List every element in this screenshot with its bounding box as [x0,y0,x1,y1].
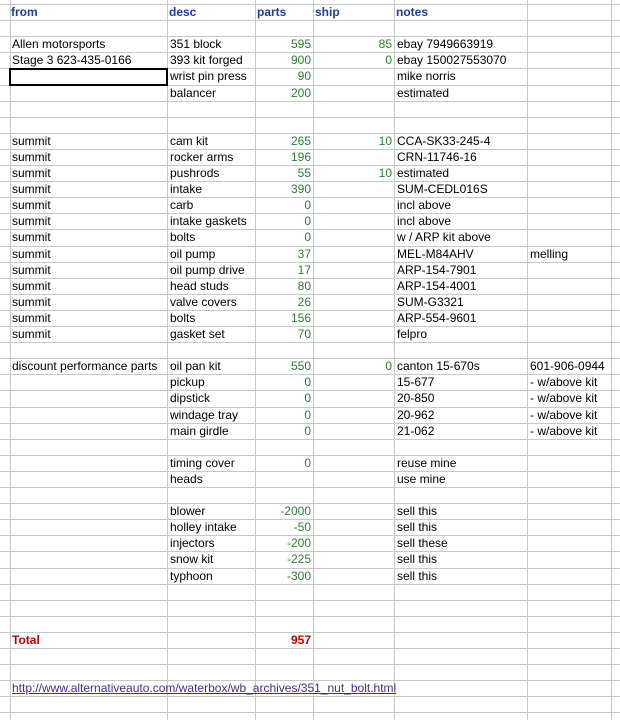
cell-desc[interactable]: typhoon [170,569,213,583]
cell-ship[interactable] [314,423,392,439]
cell-ship[interactable] [314,439,392,455]
cell-parts[interactable] [256,101,311,117]
cell-extra[interactable] [530,568,618,584]
header-cell-desc[interactable]: desc [169,5,197,19]
cell-parts[interactable]: 26 [297,295,311,309]
cell-notes[interactable]: sell this [397,520,438,534]
cell-ship[interactable] [314,519,392,535]
cell-parts[interactable]: 0 [304,408,311,422]
cell-extra[interactable] [530,52,618,68]
cell-extra[interactable] [530,326,618,342]
cell-extra[interactable] [530,36,618,52]
grid-column-line [527,0,528,720]
cell-desc[interactable]: 393 kit forged [170,53,243,67]
cell-from[interactable] [12,519,165,535]
cell-from[interactable] [12,20,165,36]
cell-extra[interactable] [530,439,618,455]
cell-desc[interactable] [170,487,253,503]
cell-extra[interactable] [530,342,618,358]
cell-ship[interactable] [314,551,392,567]
grid-row-line [0,664,620,665]
cell-ship[interactable] [314,149,392,165]
cell-parts[interactable]: 0 [304,391,311,405]
cell-desc[interactable]: carb [170,198,194,212]
cell-parts[interactable]: 196 [290,150,311,164]
cell-desc[interactable]: valve covers [170,295,237,309]
cell-ship[interactable] [314,262,392,278]
cell-extra[interactable] [530,471,618,487]
reference-link[interactable]: http://www.alternativeauto.com/waterbox/wb_archives/351_nut_bolt.html [12,681,397,695]
cell-ship[interactable] [314,390,392,406]
cell-notes[interactable]: sell this [397,569,438,583]
cell-parts[interactable]: 90 [297,69,311,83]
cell-notes[interactable]: ebay 150027553070 [397,53,507,67]
cell-extra[interactable] [530,294,618,310]
total-value[interactable]: 957 [290,633,311,647]
cell-from[interactable] [12,535,165,551]
cell-extra[interactable] [530,165,618,181]
cell-desc[interactable]: intake gaskets [170,214,247,228]
cell-parts[interactable]: 390 [290,182,311,196]
cell-from[interactable] [12,117,165,133]
cell-from[interactable] [12,503,165,519]
cell-notes[interactable]: sell this [397,504,438,518]
cell-parts[interactable] [256,487,311,503]
cell-extra[interactable] [530,503,618,519]
cell-from[interactable] [12,455,165,471]
cell-desc[interactable]: bolts [170,311,196,325]
cell-ship[interactable] [314,471,392,487]
active-cell[interactable] [9,68,168,86]
cell-from[interactable]: Stage 3 623-435-0166 [12,53,132,67]
cell-parts[interactable]: -225 [286,552,311,566]
cell-desc[interactable]: bolts [170,230,196,244]
cell-parts[interactable]: -50 [293,520,311,534]
cell-desc[interactable] [170,20,253,36]
cell-from[interactable] [12,85,165,101]
cell-ship[interactable] [314,568,392,584]
cell-notes[interactable] [397,20,525,36]
cell-notes[interactable]: incl above [397,214,452,228]
cell-parts[interactable]: 265 [290,134,311,148]
header-cell-parts[interactable]: parts [257,5,287,19]
cell-desc[interactable]: blower [170,504,206,518]
grid-row-line [0,616,620,617]
cell-notes[interactable]: ARP-154-4001 [397,279,477,293]
cell-parts[interactable]: 80 [297,279,311,293]
cell-from[interactable] [12,551,165,567]
cell-extra[interactable] [530,535,618,551]
cell-parts[interactable]: 595 [290,37,311,51]
cell-desc[interactable]: oil pump drive [170,263,245,277]
cell-ship[interactable]: 10 [378,134,392,148]
cell-notes[interactable]: use mine [397,472,446,486]
cell-extra[interactable] [530,551,618,567]
cell-extra[interactable] [530,20,618,36]
cell-parts[interactable]: 0 [304,424,311,438]
cell-parts[interactable] [256,20,311,36]
cell-extra[interactable] [530,149,618,165]
cell-ship[interactable] [314,85,392,101]
cell-ship[interactable]: 85 [378,37,392,51]
cell-from[interactable] [12,101,165,117]
cell-notes[interactable]: 15-677 [397,375,435,389]
cell-from[interactable] [12,439,165,455]
cell-extra[interactable]: melling [530,247,569,261]
cell-desc[interactable] [170,101,253,117]
cell-parts[interactable]: 156 [290,311,311,325]
cell-notes[interactable]: felpro [397,327,428,341]
cell-desc[interactable]: cam kit [170,134,209,148]
cell-notes[interactable]: 20-962 [397,408,435,422]
cell-from[interactable] [12,568,165,584]
cell-ship[interactable]: 0 [385,359,392,373]
cell-ship[interactable] [314,117,392,133]
cell-from[interactable]: summit [12,214,51,228]
cell-ship[interactable] [314,503,392,519]
cell-parts[interactable]: -300 [286,569,311,583]
grid-row-line [0,600,620,601]
cell-from[interactable]: summit [12,327,51,341]
header-cell-notes[interactable]: notes [396,5,429,19]
cell-notes[interactable]: sell these [397,536,448,550]
cell-ship[interactable] [314,342,392,358]
cell-extra[interactable]: - w/above kit [530,391,598,405]
cell-ship[interactable]: 10 [378,166,392,180]
cell-from[interactable]: summit [12,134,51,148]
cell-extra[interactable] [530,455,618,471]
cell-from[interactable]: summit [12,150,51,164]
cell-notes[interactable]: sell this [397,552,438,566]
cell-desc[interactable]: injectors [170,536,215,550]
cell-notes[interactable]: SUM-G3321 [397,295,464,309]
cell-desc[interactable]: intake [170,182,203,196]
cell-ship[interactable] [314,535,392,551]
header-cell-ship[interactable]: ship [315,5,340,19]
cell-from[interactable] [12,471,165,487]
cell-from[interactable]: summit [12,182,51,196]
cell-from[interactable] [12,374,165,390]
cell-desc[interactable]: timing cover [170,456,235,470]
cell-parts[interactable]: 0 [304,375,311,389]
cell-from[interactable]: summit [12,247,51,261]
cell-ship[interactable] [314,229,392,245]
cell-extra[interactable] [530,262,618,278]
cell-notes[interactable]: SUM-CEDL016S [397,182,488,196]
cell-parts[interactable] [256,342,311,358]
cell-notes[interactable]: 21-062 [397,424,435,438]
cell-from[interactable]: summit [12,311,51,325]
cell-ship[interactable] [314,374,392,390]
cell-desc[interactable]: wrist pin press [170,69,247,83]
cell-desc[interactable]: heads [170,472,203,486]
cell-extra[interactable] [530,85,618,101]
grid-column-line [167,0,168,720]
cell-parts[interactable]: -2000 [280,504,311,518]
cell-notes[interactable]: estimated [397,166,450,180]
cell-extra[interactable] [530,101,618,117]
cell-notes[interactable]: canton 15-670s [397,359,480,373]
cell-from[interactable]: summit [12,230,51,244]
cell-ship[interactable] [314,68,392,84]
header-cell-from[interactable]: from [11,5,38,19]
cell-extra[interactable] [530,519,618,535]
cell-from[interactable]: summit [12,198,51,212]
cell-extra[interactable] [530,133,618,149]
cell-desc[interactable]: balancer [170,86,217,100]
cell-notes[interactable]: incl above [397,198,452,212]
cell-desc[interactable]: pushrods [170,166,220,180]
cell-parts[interactable] [256,117,311,133]
cell-ship[interactable] [314,20,392,36]
cell-parts[interactable]: 0 [304,456,311,470]
cell-parts[interactable]: 0 [304,198,311,212]
cell-parts[interactable]: -200 [286,536,311,550]
cell-ship[interactable] [314,487,392,503]
cell-desc[interactable]: oil pump [170,247,216,261]
total-label: Total [12,633,40,647]
cell-ship[interactable]: 0 [385,53,392,67]
cell-desc[interactable]: 351 block [170,37,222,51]
cell-notes[interactable]: w / ARP kit above [397,230,491,244]
cell-notes[interactable] [397,101,525,117]
grid-row-line [0,712,620,713]
cell-desc[interactable]: windage tray [170,408,239,422]
cell-extra[interactable]: - w/above kit [530,408,598,422]
cell-notes[interactable]: MEL-M84AHV [397,247,474,261]
cell-desc[interactable]: dipstick [170,391,211,405]
cell-ship[interactable] [314,455,392,471]
cell-extra[interactable]: 601-906-0944 [530,359,605,373]
cell-notes[interactable] [397,487,525,503]
cell-from[interactable]: summit [12,263,51,277]
cell-notes[interactable] [397,439,525,455]
cell-from[interactable]: discount performance parts [12,359,158,373]
grid-column-line [394,0,395,720]
cell-extra[interactable] [530,229,618,245]
cell-ship[interactable] [314,278,392,294]
cell-desc[interactable]: gasket set [170,327,225,341]
cell-desc[interactable]: rocker arms [170,150,234,164]
grid-row-line [0,696,620,697]
cell-from[interactable]: Allen motorsports [12,37,106,51]
grid-row-line [0,584,620,585]
cell-extra[interactable] [530,213,618,229]
cell-extra[interactable] [530,117,618,133]
cell-notes[interactable]: reuse mine [397,456,457,470]
cell-parts[interactable]: 550 [290,359,311,373]
cell-ship[interactable] [314,246,392,262]
cell-extra[interactable] [530,487,618,503]
cell-desc[interactable]: oil pan kit [170,359,221,373]
cell-from[interactable] [12,423,165,439]
cell-notes[interactable]: ARP-554-9601 [397,311,477,325]
cell-desc[interactable]: main girdle [170,424,229,438]
cell-desc[interactable] [170,342,253,358]
cell-notes[interactable]: estimated [397,86,450,100]
cell-ship[interactable] [314,326,392,342]
cell-notes[interactable]: mike norris [397,69,456,83]
cell-ship[interactable] [314,181,392,197]
cell-from[interactable] [12,407,165,423]
cell-parts[interactable]: 0 [304,230,311,244]
cell-from[interactable] [12,487,165,503]
cell-from[interactable] [12,390,165,406]
cell-notes[interactable]: CRN-11746-16 [397,150,477,164]
cell-notes[interactable]: 20-850 [397,391,435,405]
cell-ship[interactable] [314,310,392,326]
cell-parts[interactable] [256,471,311,487]
cell-extra[interactable]: - w/above kit [530,375,598,389]
grid-row-line [0,648,620,649]
cell-from[interactable] [12,342,165,358]
cell-extra[interactable] [530,197,618,213]
cell-desc[interactable]: holley intake [170,520,237,534]
cell-desc[interactable]: pickup [170,375,205,389]
cell-notes[interactable] [397,117,525,133]
cell-extra[interactable] [530,68,618,84]
cell-desc[interactable]: head studs [170,279,229,293]
grid-column-line [10,0,11,720]
cell-ship[interactable] [314,197,392,213]
cell-parts[interactable] [256,439,311,455]
cell-from[interactable]: summit [12,279,51,293]
cell-parts[interactable]: 55 [297,166,311,180]
cell-extra[interactable] [530,278,618,294]
cell-parts[interactable]: 17 [297,263,311,277]
cell-notes[interactable]: ARP-154-7901 [397,263,477,277]
cell-parts[interactable]: 37 [297,247,311,261]
cell-ship[interactable] [314,213,392,229]
cell-from[interactable]: summit [12,295,51,309]
cell-extra[interactable] [530,181,618,197]
cell-desc[interactable] [170,117,253,133]
cell-notes[interactable]: ebay 7949663919 [397,37,494,51]
cell-extra[interactable] [530,310,618,326]
cell-extra[interactable]: - w/above kit [530,424,598,438]
cell-desc[interactable] [170,439,253,455]
cell-parts[interactable]: 900 [290,53,311,67]
cell-ship[interactable] [314,101,392,117]
cell-notes[interactable]: CCA-SK33-245-4 [397,134,491,148]
cell-ship[interactable] [314,407,392,423]
cell-notes[interactable] [397,342,525,358]
cell-ship[interactable] [314,294,392,310]
cell-parts[interactable]: 70 [297,327,311,341]
cell-desc[interactable]: snow kit [170,552,214,566]
cell-from[interactable]: summit [12,166,51,180]
cell-parts[interactable]: 0 [304,214,311,228]
cell-parts[interactable]: 200 [290,86,311,100]
